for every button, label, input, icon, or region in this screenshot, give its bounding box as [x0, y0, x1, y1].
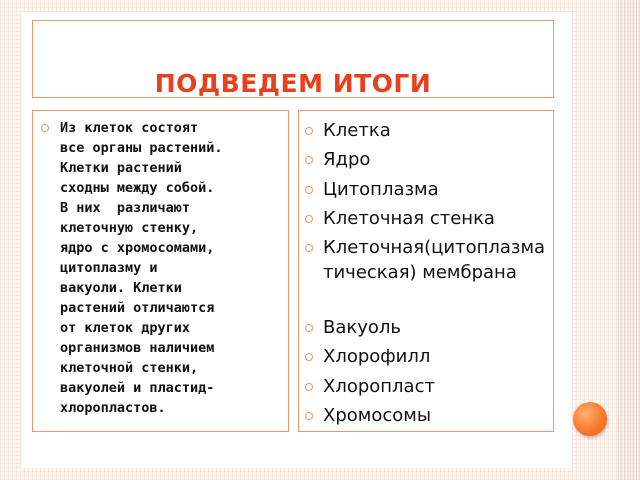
- orange-circle-decoration: [573, 402, 607, 436]
- slide-title: ПОДВЕДЕМ ИТОГИ: [154, 69, 432, 98]
- list-item: [323, 206, 555, 231]
- list-item: [323, 315, 555, 340]
- list-item: [323, 177, 555, 202]
- list-item-label: Хлорофилл: [323, 346, 431, 367]
- bullet-icon: [305, 156, 313, 164]
- list-item-label: Хромосомы: [323, 405, 432, 426]
- list-item-label: Клеточная стенка: [323, 208, 495, 229]
- list-item-label: Клетка: [323, 120, 391, 141]
- list-item: [323, 374, 555, 399]
- list-item-label: Цитоплазма: [323, 179, 439, 200]
- decorative-stripe: [618, 0, 640, 480]
- list-item: [323, 118, 555, 143]
- bullet-icon: [305, 353, 313, 361]
- list-item: [323, 147, 555, 172]
- list-item-label: Ядро: [323, 149, 371, 170]
- terms-list-box: [298, 110, 554, 432]
- title-box: [32, 20, 554, 98]
- bullet-icon: [305, 127, 313, 135]
- bullet-icon: [305, 215, 313, 223]
- summary-text: Из клеток состоят все органы растений. Клетки растений сходны между собой. В них различают клеточную стенку, ядро с хромосомами, цитоплазму и вакуоли. Клетки растений отличаются от клеток других организмов наличием клеточной стенки, вакуолей и пластид- хлоропластов.: [60, 120, 223, 416]
- list-item-label: Клеточная(цитоплазматическая) мембрана: [323, 237, 546, 283]
- list-item: [323, 403, 555, 428]
- list-item: [323, 235, 555, 285]
- summary-text-box: [32, 110, 289, 432]
- bullet-icon: [305, 186, 313, 194]
- bullet-icon: [41, 124, 49, 132]
- bullet-icon: [305, 324, 313, 332]
- bullet-icon: [305, 244, 313, 252]
- list-item: [323, 344, 555, 369]
- bullet-icon: [305, 383, 313, 391]
- list-item-label: Вакуоль: [323, 317, 402, 338]
- list-item-label: Хлоропласт: [323, 376, 435, 397]
- bullet-icon: [305, 412, 313, 420]
